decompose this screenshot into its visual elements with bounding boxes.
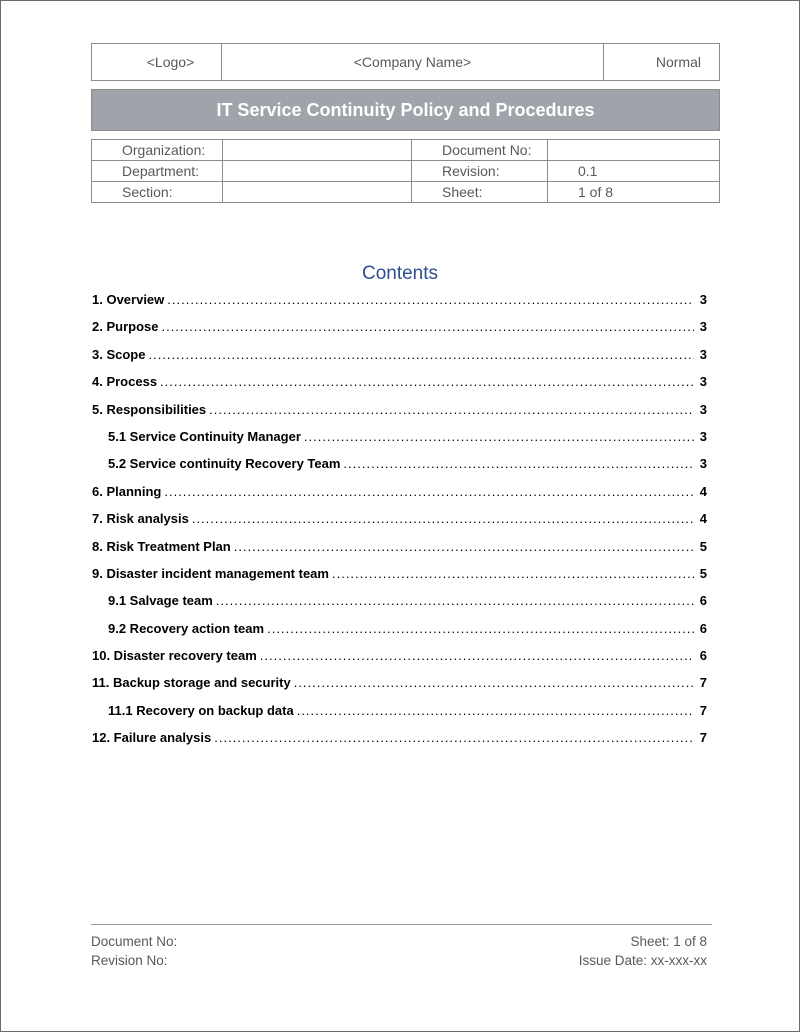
toc-entry-label: 9.2 Recovery action team: [108, 620, 265, 636]
toc-dot-leader: [214, 728, 694, 748]
toc-dot-leader: [260, 646, 694, 666]
toc-entry-page: 5: [699, 538, 707, 554]
toc-entry[interactable]: [92, 317, 707, 344]
toc-dot-leader: [234, 537, 694, 557]
toc-entry-page: 5: [699, 565, 707, 581]
toc-entry-label: 9.1 Salvage team: [108, 593, 213, 609]
toc-dot-leader: [297, 701, 694, 721]
revision-label: Revision:: [412, 161, 548, 182]
contents-heading: Contents: [361, 263, 439, 284]
document-title: IT Service Continuity Policy and Procedures: [91, 89, 720, 131]
toc-entry[interactable]: [92, 673, 707, 700]
toc-entry-page: 3: [699, 319, 707, 335]
header-table: [91, 43, 720, 81]
meta-row: [92, 140, 720, 161]
toc-entry-label: 5. Responsibilities: [92, 401, 207, 417]
sheet-value: 1 of 8: [548, 182, 720, 203]
toc-entry-label: 10. Disaster recovery team: [92, 648, 257, 664]
document-no-label: Document No:: [412, 140, 548, 161]
toc-dot-leader: [267, 619, 694, 639]
toc-entry[interactable]: [92, 509, 707, 536]
logo-placeholder: <Logo>: [92, 44, 222, 80]
toc-entry-label: 11.1 Recovery on backup data: [108, 702, 294, 718]
toc-dot-leader: [209, 400, 694, 420]
toc-dot-leader: [161, 317, 694, 337]
toc-entry-page: 3: [699, 292, 707, 307]
footer-row: [91, 932, 707, 951]
document-no-value: [548, 140, 720, 161]
toc-dot-leader: [167, 290, 694, 310]
toc-entry-page: 3: [699, 456, 707, 472]
sheet-label: Sheet:: [412, 182, 548, 203]
organization-value: [223, 140, 412, 161]
toc-entry[interactable]: [92, 728, 707, 755]
toc-entry[interactable]: [92, 646, 707, 673]
toc-dot-leader: [304, 427, 694, 447]
department-value: [223, 161, 412, 182]
toc-entry-label: 7. Risk analysis: [92, 511, 189, 527]
section-value: [223, 182, 412, 203]
toc-dot-leader: [148, 345, 694, 365]
footer-issue-date: Issue Date: xx-xxx-xx: [578, 953, 707, 968]
toc-entry-page: 6: [699, 593, 707, 609]
footer-row: [91, 951, 707, 970]
toc-entry-label: 8. Risk Treatment Plan: [92, 538, 231, 554]
toc-dot-leader: [332, 564, 694, 584]
toc-entry[interactable]: [92, 591, 707, 618]
toc-dot-leader: [192, 509, 694, 529]
toc-dot-leader: [216, 591, 694, 611]
toc-entry[interactable]: [92, 290, 707, 317]
toc-entry-page: 4: [699, 511, 707, 527]
footer-revision-no: Revision No:: [91, 953, 168, 968]
toc-entry-page: 3: [699, 346, 707, 362]
meta-row: [92, 161, 720, 182]
department-label: Department:: [92, 161, 223, 182]
toc-entry[interactable]: [92, 400, 707, 427]
toc-entry-page: 3: [699, 428, 707, 444]
revision-value: 0.1: [548, 161, 720, 182]
toc-entry[interactable]: [92, 537, 707, 564]
company-name-placeholder: <Company Name>: [222, 44, 604, 80]
toc-entry-page: 3: [699, 401, 707, 417]
toc-entry[interactable]: [92, 427, 707, 454]
organization-label: Organization:: [92, 140, 223, 161]
toc-entry-label: 1. Overview: [92, 292, 165, 307]
toc-entry-label: 3. Scope: [92, 346, 146, 362]
toc-entry-label: 6. Planning: [92, 483, 162, 499]
toc-entry-label: 11. Backup storage and security: [92, 675, 291, 691]
toc-entry-label: 5.1 Service Continuity Manager: [108, 428, 301, 444]
toc-dot-leader: [160, 372, 694, 392]
toc-entry-page: 7: [699, 702, 707, 718]
toc-dot-leader: [164, 482, 694, 502]
toc-entry-page: 3: [699, 374, 707, 390]
classification-label: Normal: [655, 54, 701, 70]
toc-dot-leader: [294, 673, 694, 693]
toc-entry[interactable]: [92, 482, 707, 509]
section-label: Section:: [92, 182, 223, 203]
toc-entry-label: 9. Disaster incident management team: [92, 565, 329, 581]
toc-entry[interactable]: [92, 564, 707, 591]
table-of-contents: [92, 290, 707, 756]
toc-entry-page: 7: [699, 730, 707, 746]
toc-entry-page: 6: [699, 648, 707, 664]
footer-document-no: Document No:: [91, 934, 178, 949]
toc-entry-label: 4. Process: [92, 374, 158, 390]
toc-entry-label: 5.2 Service continuity Recovery Team: [108, 456, 341, 472]
toc-entry-page: 6: [699, 620, 707, 636]
toc-entry-page: 4: [699, 483, 707, 499]
toc-entry-label: 2. Purpose: [92, 319, 159, 335]
toc-entry[interactable]: [92, 701, 707, 728]
footer-sheet: Sheet: 1 of 8: [630, 934, 707, 949]
page-footer: [91, 932, 707, 970]
toc-entry-label: 12. Failure analysis: [92, 730, 212, 746]
toc-entry[interactable]: [92, 345, 707, 372]
footer-divider: [91, 924, 712, 925]
document-meta-table: [91, 139, 720, 203]
toc-entry-page: 7: [699, 675, 707, 691]
toc-entry[interactable]: [92, 372, 707, 399]
toc-entry[interactable]: [92, 454, 707, 481]
meta-row: [92, 182, 720, 203]
toc-entry[interactable]: [92, 619, 707, 646]
toc-dot-leader: [343, 454, 694, 474]
